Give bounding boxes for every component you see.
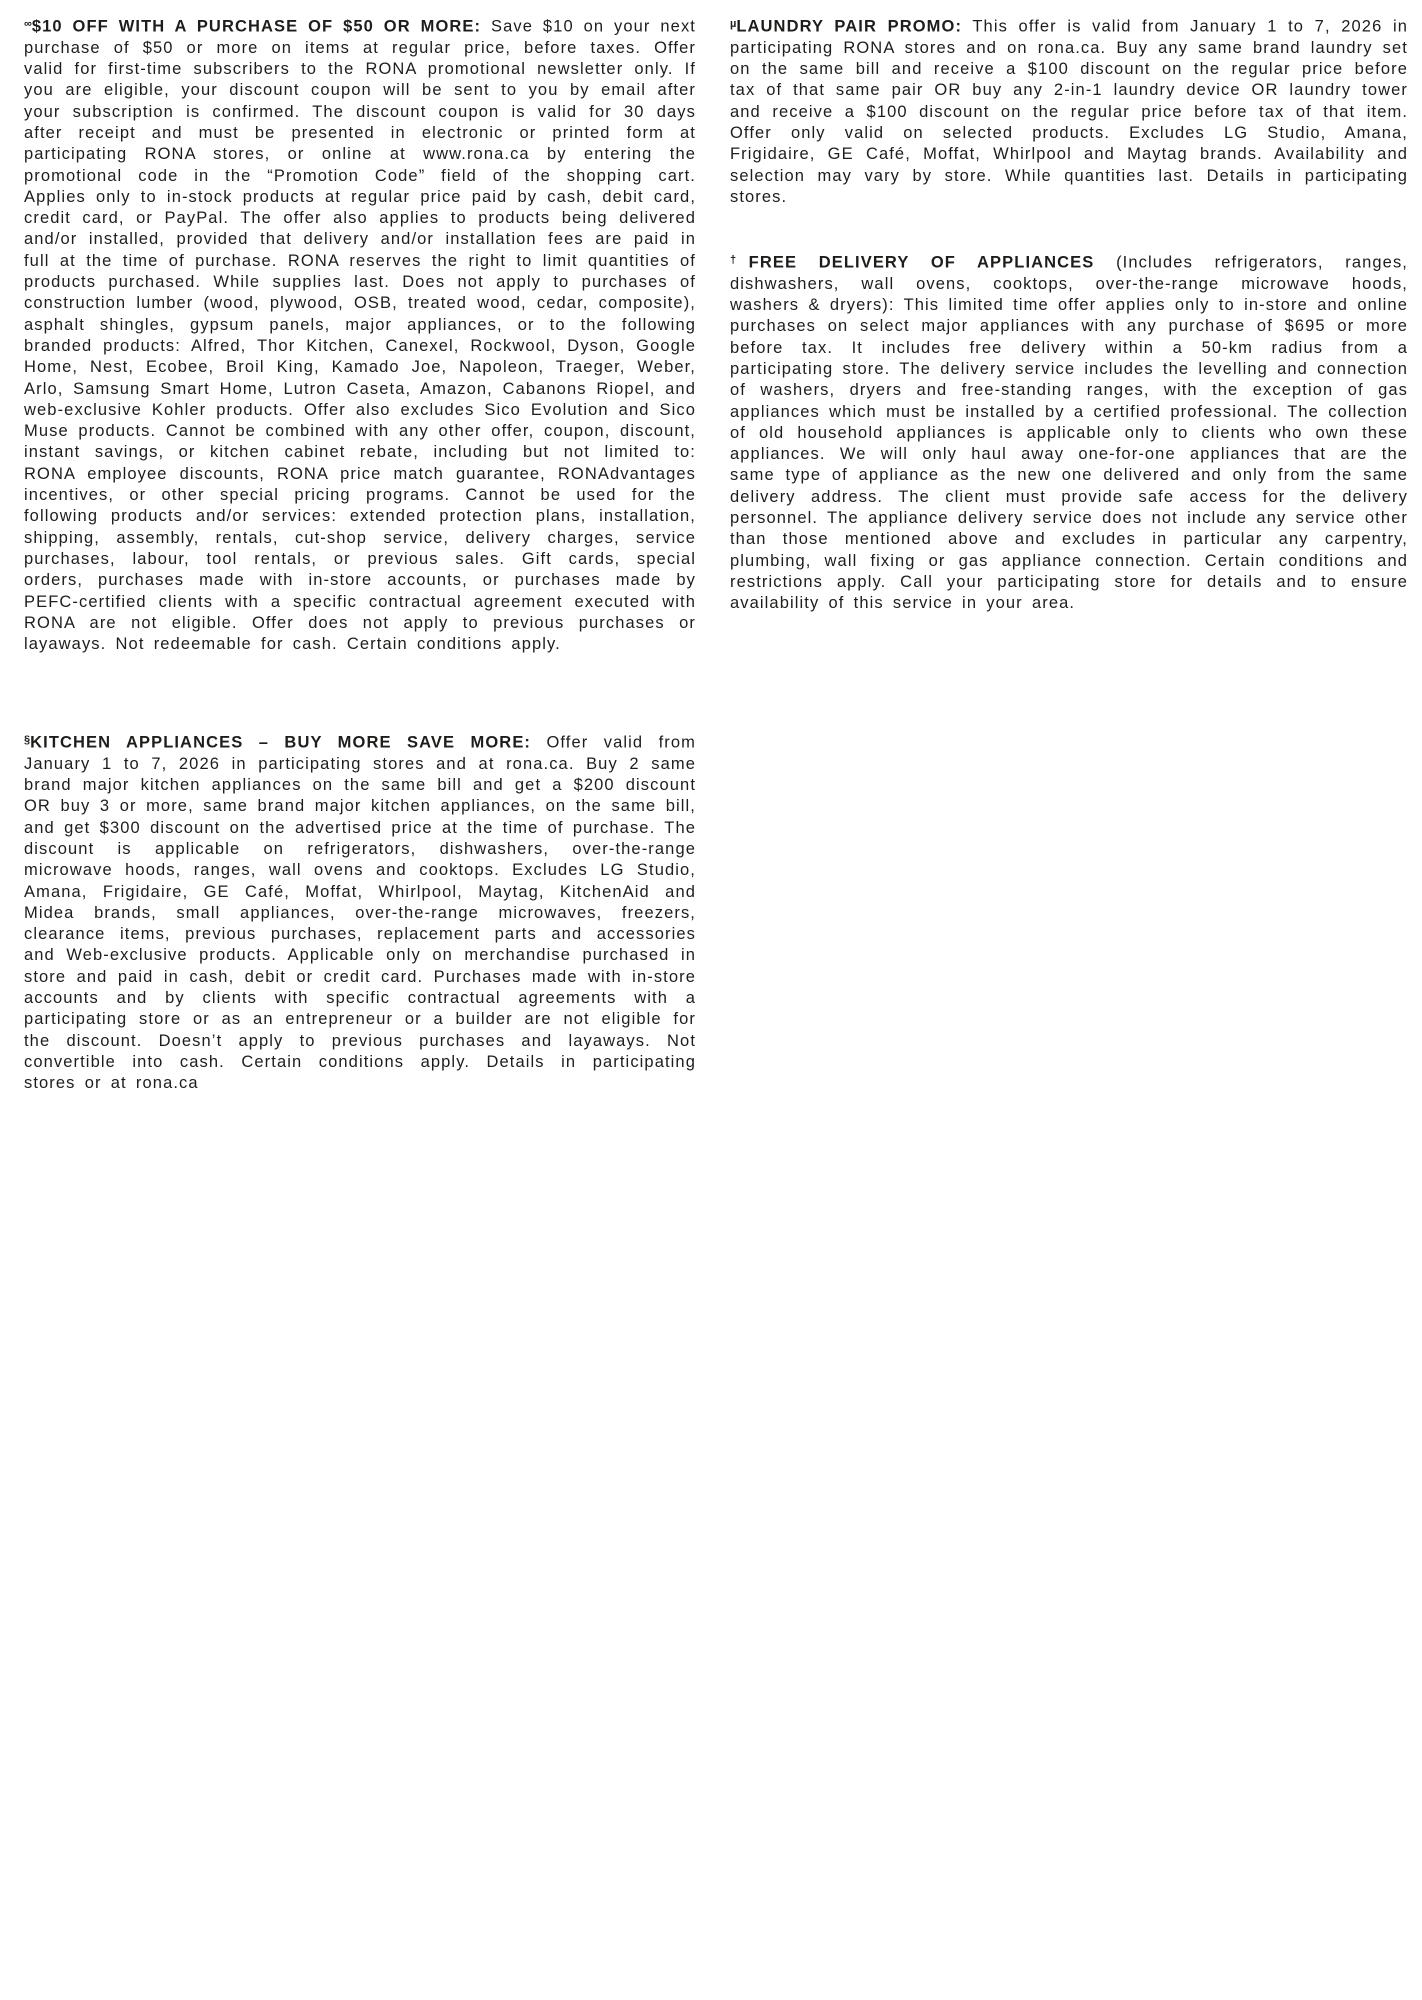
section-heading: $10 OFF WITH A PURCHASE OF $50 OR MORE:: [31, 17, 482, 36]
right-column: [730, 0, 1408, 2000]
section-kitchen-appliances-terms: [24, 730, 696, 1095]
section-heading: FREE DELIVERY OF APPLIANCES: [748, 253, 1095, 272]
section-body: This offer is valid from January 1 to 7, 2026 in participating RONA stores and on rona.ca. Buy any same brand laundry set on the same bill and receive a $100 discount on the regular price before tax of that same pair OR buy any 2-in-1 laundry device OR laundry tower and receive a $100 discount on the regular price before tax of that item. Offer only valid on selected products. Excludes LG Studio, Amana, Frigidaire, GE Café, Moffat, Whirlpool and Maytag brands. Availability and selection may vary by store. While quantities last. Details in participating stores.: [730, 17, 1408, 206]
footnote-symbol-mu: µ: [730, 18, 737, 30]
section-laundry-pair-promo-terms: [730, 14, 1408, 208]
footnote-symbol-infinity: ∞: [24, 18, 32, 30]
section-body: (Includes refrigerators, ranges, dishwashers, wall ovens, cooktops, over-the-range microwave hoods, washers & dryers): This limited time offer applies only to in-store and online purchases on select major appliances with any purchase of $695 or more before tax. It includes free delivery within a 50-km radius from a participating store. The delivery service includes the levelling and connection of washers, dryers and free-standing ranges, with the exception of gas appliances which must be installed by a certified professional. The collection of old household appliances is applicable only to clients who own these appliances. We will only haul away one-for-one appliances that are the same type of appliance as the new one delivered and only from the same delivery address. The client must provide safe access for the delivery personnel. The appliance delivery service does not include any service other than those mentioned above and excludes in particular any carpentry, plumbing, wall fixing or gas appliance connection. Certain conditions and restrictions apply. Call your participating store for details and to ensure availability of this service in your area.: [730, 253, 1408, 613]
left-column: [24, 0, 696, 2000]
section-heading: LAUNDRY PAIR PROMO:: [736, 17, 963, 36]
section-10-off-terms: [24, 14, 696, 655]
section-heading: KITCHEN APPLIANCES – BUY MORE SAVE MORE:: [30, 733, 532, 752]
footnote-symbol-dagger: †: [730, 254, 749, 266]
section-free-delivery-terms: [730, 250, 1408, 615]
footnote-symbol-section-sign: §: [24, 734, 31, 746]
section-body: Save $10 on your next purchase of $50 or more on items at regular price, before taxes. Offer valid for first-time subscribers to the RONA promotional newsletter only. If you are eligible, your discount coupon will be sent to you by email after your subscription is confirmed. The discount coupon is valid for 30 days after receipt and must be presented in electronic or printed form at participating RONA stores, or online at www.rona.ca by entering the promotional code in the “Promotion Code” field of the shopping cart. Applies only to in-stock products at regular price paid by cash, debit card, credit card, or PayPal. The offer also applies to products being delivered and/or installed, provided that delivery and/or installation fees are paid in full at the time of purchase. RONA reserves the right to limit quantities of products purchased. While supplies last. Does not apply to purchases of construction lumber (wood, plywood, OSB, treated wood, cedar, composite), asphalt shingles, gypsum panels, major appliances, or to the following branded products: Alfred, Thor Kitchen, Canexel, Rockwool, Dyson, Google Home, Nest, Ecobee, Broil King, Kamado Joe, Napoleon, Traeger, Weber, Arlo, Samsung Smart Home, Lutron Caseta, Amazon, Cabanons Riopel, and web-exclusive Kohler products. Offer also excludes Sico Evolution and Sico Muse products. Cannot be combined with any other offer, coupon, discount, instant savings, or kitchen cabinet rebate, including but not limited to: RONA employee discounts, RONA price match guarantee, RONAdvantages incentives, or other special pricing programs. Cannot be used for the following products and/or services: extended protection plans, installation, shipping, assembly, rentals, cut-shop service, delivery charges, service purchases, labour, tool rentals, or previous sales. Gift cards, special orders, purchases made with in-store accounts, or purchases made by PEFC-certified clients with a specific contractual agreement executed with RONA are not eligible. Offer does not apply to previous purchases or layaways. Not redeemable for cash. Certain conditions apply.: [24, 17, 696, 654]
section-body: Offer valid from January 1 to 7, 2026 in participating stores and at rona.ca. Buy 2 same brand major kitchen appliances on the same bill and get a $200 discount OR buy 3 or more, same brand major kitchen appliances, on the same bill, and get $300 discount on the advertised price at the time of purchase. The discount is applicable on refrigerators, dishwashers, over-the-range microwave hoods, ranges, wall ovens and cooktops. Excludes LG Studio, Amana, Frigidaire, GE Café, Moffat, Whirlpool, Maytag, KitchenAid and Midea brands, small appliances, over-the-range microwaves, freezers, clearance items, previous purchases, replacement parts and accessories and Web-exclusive products. Applicable only on merchandise purchased in store and paid in cash, debit or credit card. Purchases made with in-store accounts and by clients with specific contractual agreements with a participating store or as an entrepreneur or a builder are not eligible for the discount. Doesn’t apply to previous purchases and layaways. Not convertible into cash. Certain conditions apply. Details in participating stores or at rona.ca: [24, 733, 696, 1093]
